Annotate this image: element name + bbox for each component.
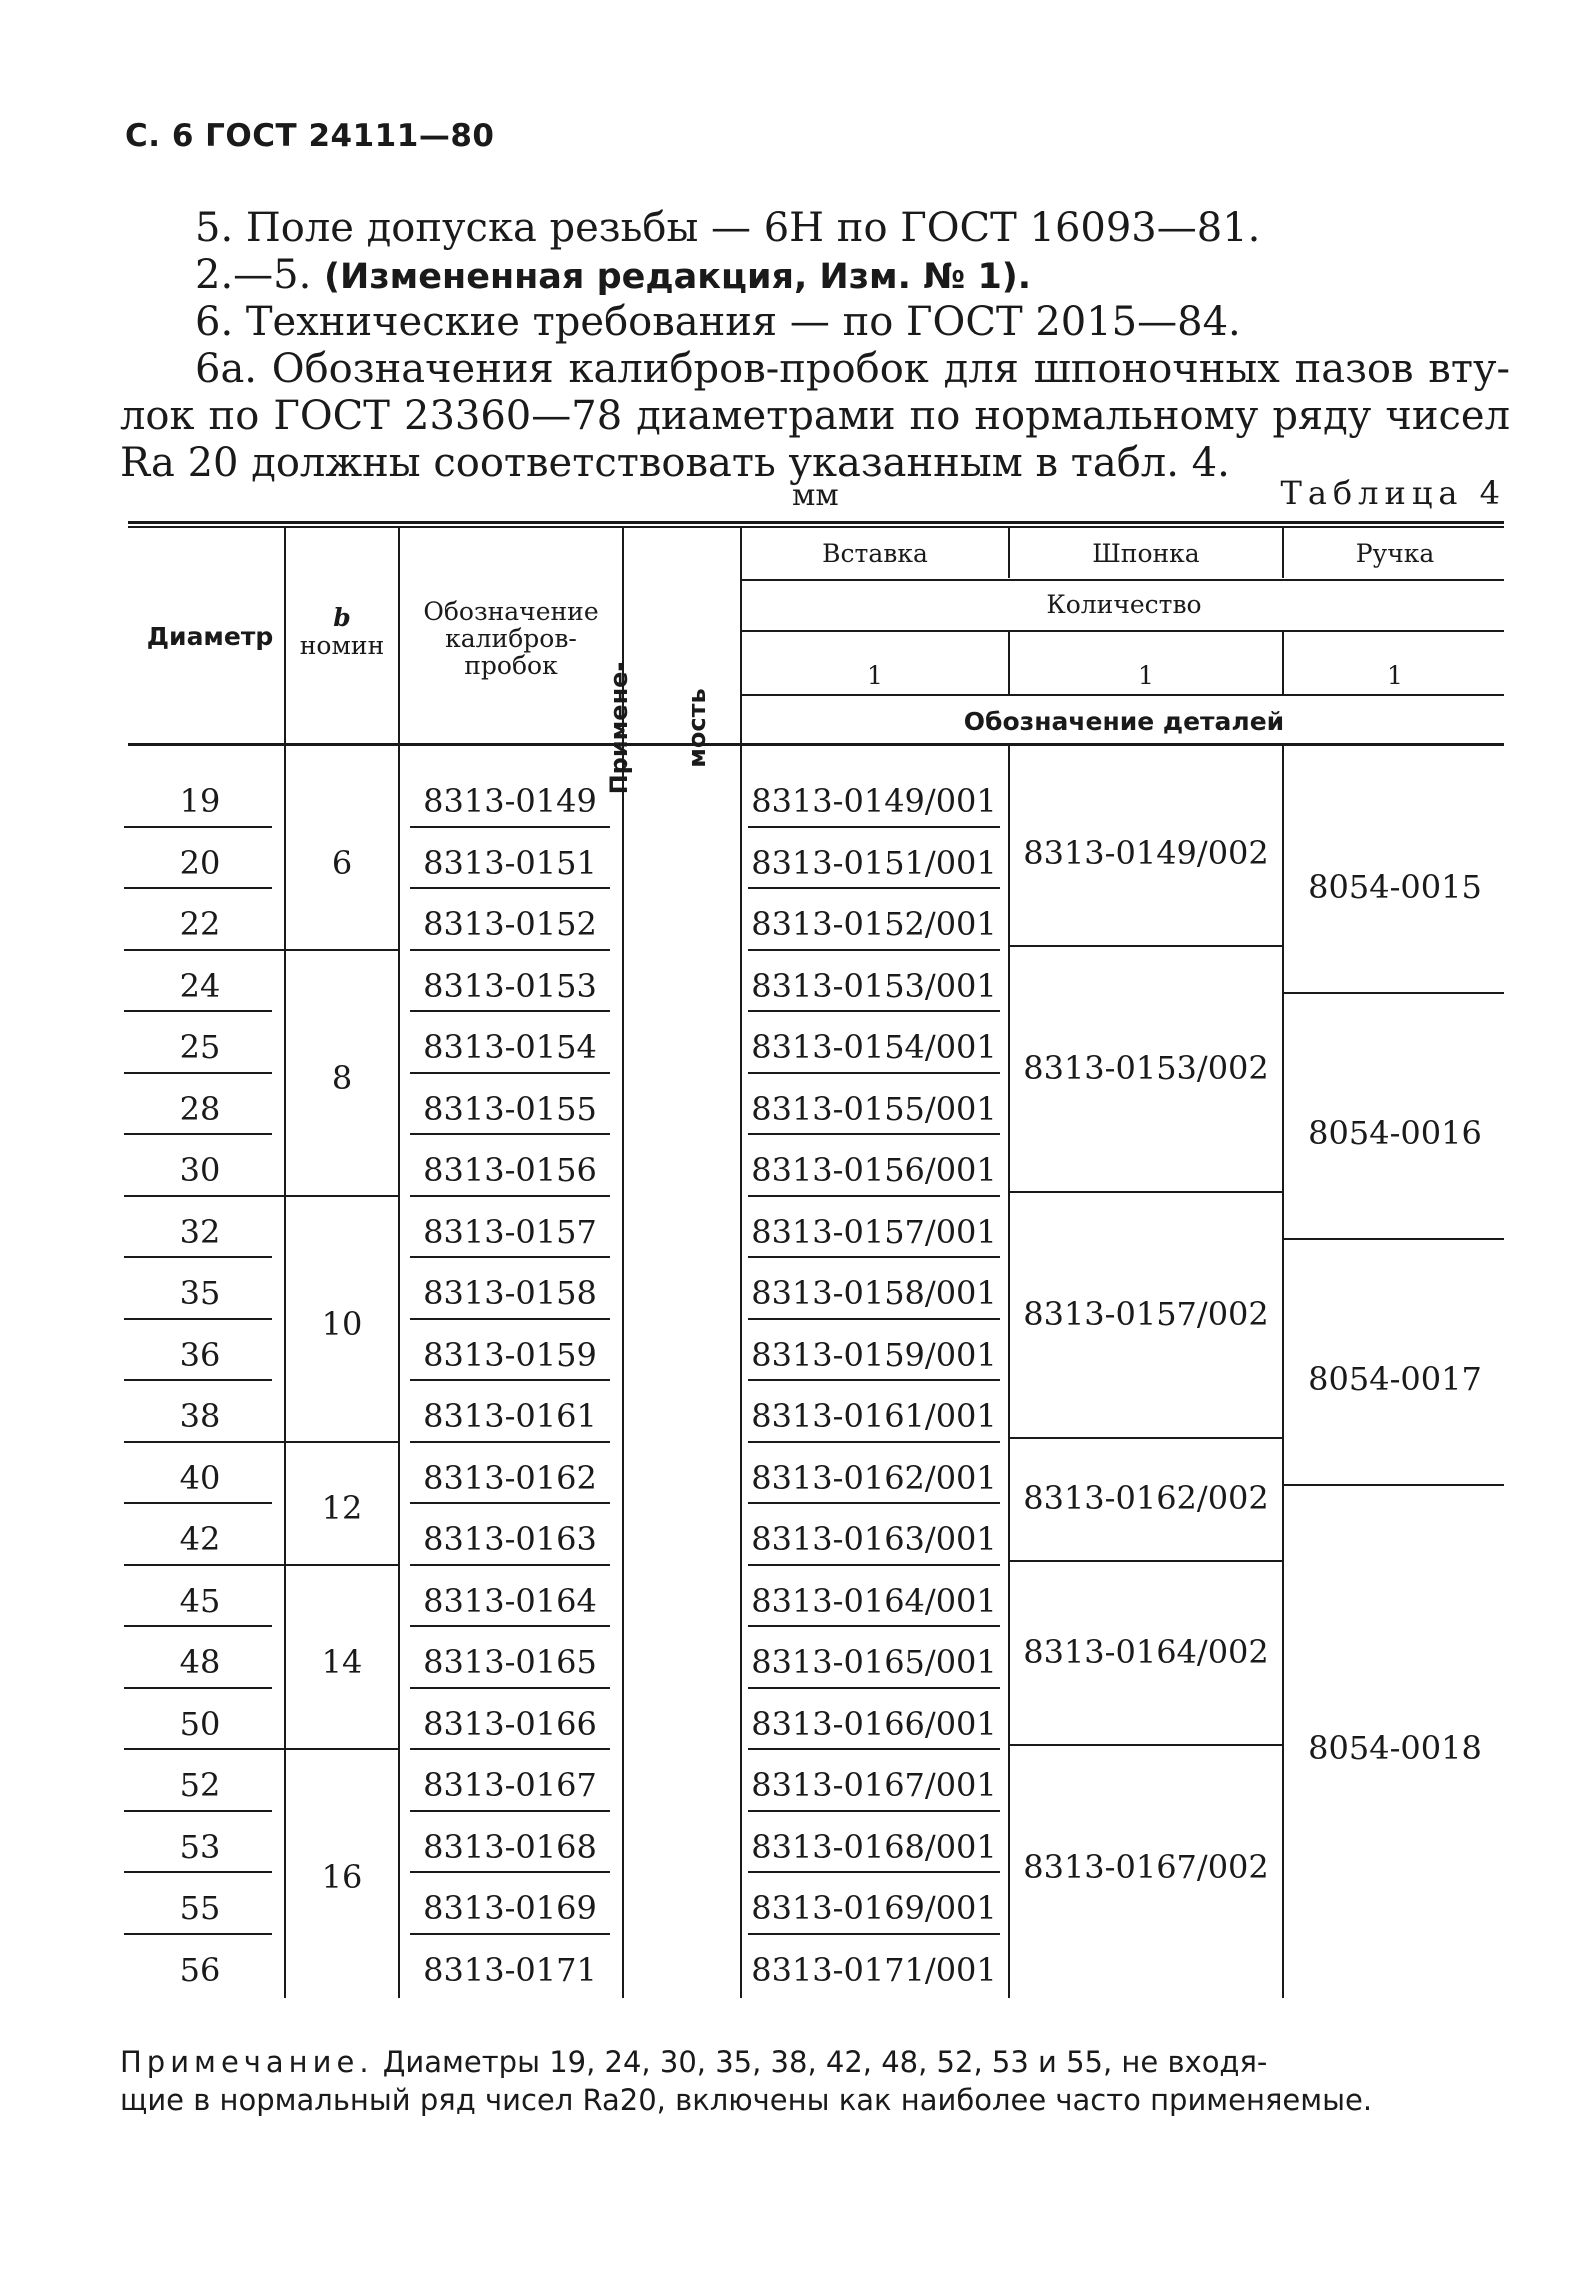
code-cell: 8313-0165 — [423, 1643, 597, 1681]
code-cell: 8313-0166 — [423, 1704, 597, 1743]
insert-cell: 8313-0161/001 — [751, 1397, 997, 1435]
diameter-cell: 30 — [179, 1151, 221, 1189]
group-rule-key — [1010, 1437, 1282, 1439]
row-rule-diameter — [124, 1256, 272, 1258]
group-rule-handle — [1284, 992, 1504, 994]
row-rule-insert — [748, 1072, 1000, 1074]
table-top-rule — [128, 521, 1504, 524]
insert-cell: 8313-0152/001 — [751, 905, 997, 943]
insert-cell: 8313-0171/001 — [751, 1950, 997, 1989]
header-applicability-line-1: Примене- — [605, 661, 633, 795]
row-rule-insert — [748, 1195, 1000, 1197]
amendment-prefix: 2.—5. — [195, 252, 325, 298]
diameter-cell: 20 — [179, 843, 221, 882]
row-rule-insert — [748, 1687, 1000, 1689]
row-rule-diameter — [124, 887, 272, 889]
table-note — [120, 2043, 1520, 2081]
code-cell: 8313-0161 — [423, 1397, 597, 1435]
row-rule-insert — [748, 1810, 1000, 1812]
handle-value-cell: 8054-0017 — [1308, 1360, 1482, 1399]
table-unit: мм — [792, 478, 839, 513]
code-cell: 8313-0159 — [423, 1335, 597, 1374]
header-qty-handle: 1 — [1387, 661, 1403, 690]
table-header-bottom-rule — [128, 743, 1504, 746]
row-rule-insert — [748, 1625, 1000, 1627]
code-cell: 8313-0169 — [423, 1889, 597, 1927]
insert-cell: 8313-0162/001 — [751, 1458, 997, 1497]
row-rule-diameter — [124, 826, 272, 828]
table-note-line-2: щие в нормальный ряд чисел Ra20, включены как наиболее часто применяемые. — [120, 2083, 1373, 2117]
group-rule-key — [1010, 1191, 1282, 1193]
paragraph-5: 5. Поле допуска резьбы — 6Н по ГОСТ 16093—81. — [195, 205, 1261, 251]
code-cell: 8313-0167 — [423, 1766, 597, 1804]
group-rule-handle — [1284, 1238, 1504, 1240]
key-value-cell: 8313-0153/002 — [1023, 1048, 1269, 1087]
b-value-cell: 14 — [321, 1643, 363, 1681]
row-rule-code — [410, 949, 610, 951]
code-cell: 8313-0151 — [423, 843, 597, 882]
diameter-cell: 52 — [179, 1766, 221, 1804]
code-cell: 8313-0152 — [423, 905, 597, 943]
group-rule-b — [124, 1564, 398, 1566]
insert-cell: 8313-0167/001 — [751, 1766, 997, 1804]
diameter-cell: 38 — [179, 1397, 221, 1435]
insert-cell: 8313-0151/001 — [751, 843, 997, 882]
row-rule-diameter — [124, 1810, 272, 1812]
diameter-cell: 50 — [179, 1704, 221, 1743]
paragraph-6: 6. Технические требования — по ГОСТ 2015—84. — [195, 299, 1241, 345]
code-cell: 8313-0153 — [423, 966, 597, 1005]
code-cell: 8313-0149 — [423, 782, 597, 820]
row-rule-code — [410, 1810, 610, 1812]
handle-value-cell: 8054-0015 — [1308, 868, 1482, 907]
code-cell: 8313-0154 — [423, 1028, 597, 1066]
paragraph-6a-line-1: 6а. Обозначения калибров-пробок для шпоночных пазов вту- — [195, 346, 1510, 392]
group-rule-b — [124, 1195, 398, 1197]
row-rule-insert — [748, 1441, 1000, 1443]
row-rule-insert — [748, 1133, 1000, 1135]
vline-handle-h3 — [1282, 632, 1284, 694]
row-rule-insert — [748, 1379, 1000, 1381]
row-rule-code — [410, 1502, 610, 1504]
key-value-cell: 8313-0162/002 — [1023, 1479, 1269, 1518]
code-cell: 8313-0163 — [423, 1520, 597, 1558]
header-qty-key: 1 — [1138, 661, 1154, 690]
group-rule-key — [1010, 945, 1282, 947]
insert-cell: 8313-0149/001 — [751, 782, 997, 820]
page-header: С. 6 ГОСТ 24111—80 — [125, 118, 495, 154]
row-rule-insert — [748, 1933, 1000, 1935]
insert-cell: 8313-0156/001 — [751, 1151, 997, 1189]
group-rule-handle — [1284, 1484, 1504, 1486]
row-rule-code — [410, 1379, 610, 1381]
key-value-cell: 8313-0167/002 — [1023, 1848, 1269, 1887]
insert-cell: 8313-0165/001 — [751, 1643, 997, 1681]
insert-cell: 8313-0159/001 — [751, 1335, 997, 1374]
code-cell: 8313-0157 — [423, 1212, 597, 1251]
diameter-cell: 53 — [179, 1827, 221, 1866]
row-rule-diameter — [124, 1625, 272, 1627]
row-rule-insert — [748, 949, 1000, 951]
insert-cell: 8313-0158/001 — [751, 1274, 997, 1312]
header-b-symbol: b — [333, 603, 351, 632]
header-rule-2 — [740, 630, 1504, 632]
row-rule-code — [410, 826, 610, 828]
group-rule-b — [124, 949, 398, 951]
row-rule-code — [410, 1072, 610, 1074]
note-text: Диаметры 19, 24, 30, 35, 38, 42, 48, 52, 53 и 55, не входя- — [373, 2045, 1268, 2079]
insert-cell: 8313-0164/001 — [751, 1581, 997, 1620]
diameter-cell: 28 — [179, 1089, 221, 1128]
diameter-cell: 32 — [179, 1212, 221, 1251]
code-cell: 8313-0162 — [423, 1458, 597, 1497]
paragraph-6a-line-3: Ra 20 должны соответствовать указанным в табл. 4. — [120, 440, 1230, 486]
header-applicability — [554, 658, 762, 798]
key-value-cell: 8313-0149/002 — [1023, 833, 1269, 872]
handle-value-cell: 8054-0018 — [1308, 1729, 1482, 1768]
row-rule-code — [410, 1564, 610, 1566]
header-b-label: номин — [299, 631, 385, 660]
table-title: Таблица 4 — [1280, 474, 1506, 512]
header-applicability-line-2: мость — [683, 688, 711, 768]
row-rule-code — [410, 1748, 610, 1750]
paragraph-amendment — [195, 252, 1510, 301]
row-rule-code — [410, 1871, 610, 1873]
diameter-cell: 55 — [179, 1889, 221, 1927]
vline-key-h1 — [1008, 528, 1010, 578]
diameter-cell: 40 — [179, 1458, 221, 1497]
row-rule-code — [410, 887, 610, 889]
code-cell: 8313-0155 — [423, 1089, 597, 1128]
row-rule-insert — [748, 1502, 1000, 1504]
header-qty-insert: 1 — [867, 661, 883, 690]
row-rule-insert — [748, 826, 1000, 828]
row-rule-code — [410, 1010, 610, 1012]
header-insert: Вставка — [822, 539, 928, 568]
row-rule-code — [410, 1195, 610, 1197]
row-rule-code — [410, 1318, 610, 1320]
diameter-cell: 56 — [179, 1950, 221, 1989]
insert-cell: 8313-0157/001 — [751, 1212, 997, 1251]
insert-cell: 8313-0163/001 — [751, 1520, 997, 1558]
header-rule-3 — [740, 694, 1504, 696]
row-rule-insert — [748, 1871, 1000, 1873]
diameter-cell: 45 — [179, 1581, 221, 1620]
row-rule-insert — [748, 1318, 1000, 1320]
row-rule-diameter — [124, 1502, 272, 1504]
insert-cell: 8313-0154/001 — [751, 1028, 997, 1066]
row-rule-insert — [748, 887, 1000, 889]
row-rule-insert — [748, 1010, 1000, 1012]
row-rule-diameter — [124, 1933, 272, 1935]
diameter-cell: 22 — [179, 905, 221, 943]
row-rule-code — [410, 1441, 610, 1443]
code-cell: 8313-0158 — [423, 1274, 597, 1312]
vline-b — [284, 528, 286, 1998]
insert-cell: 8313-0155/001 — [751, 1089, 997, 1128]
row-rule-diameter — [124, 1687, 272, 1689]
b-value-cell: 6 — [331, 843, 353, 882]
note-label: Примечание. — [120, 2045, 374, 2079]
header-key: Шпонка — [1092, 539, 1200, 568]
header-designation-line-3: пробок — [464, 651, 558, 680]
row-rule-diameter — [124, 1871, 272, 1873]
handle-value-cell: 8054-0016 — [1308, 1114, 1482, 1153]
diameter-cell: 48 — [179, 1643, 221, 1681]
diameter-cell: 24 — [179, 966, 221, 1005]
row-rule-code — [410, 1133, 610, 1135]
amendment-bold: (Измененная редакция, Изм. № 1). — [324, 257, 1032, 297]
b-value-cell: 16 — [321, 1858, 363, 1897]
row-rule-code — [410, 1687, 610, 1689]
insert-cell: 8313-0153/001 — [751, 966, 997, 1005]
insert-cell: 8313-0166/001 — [751, 1704, 997, 1743]
group-rule-b — [124, 1748, 398, 1750]
insert-cell: 8313-0168/001 — [751, 1827, 997, 1866]
row-rule-code — [410, 1256, 610, 1258]
vline-handle-h1 — [1282, 528, 1284, 578]
row-rule-diameter — [124, 1072, 272, 1074]
row-rule-insert — [748, 1564, 1000, 1566]
header-designation-line-1: Обозначение — [423, 597, 599, 626]
vline-code — [398, 528, 400, 1998]
diameter-cell: 35 — [179, 1274, 221, 1312]
row-rule-insert — [748, 1748, 1000, 1750]
header-handle: Ручка — [1355, 539, 1435, 568]
row-rule-diameter — [124, 1133, 272, 1135]
b-value-cell: 10 — [321, 1304, 363, 1343]
code-cell: 8313-0168 — [423, 1827, 597, 1866]
code-cell: 8313-0171 — [423, 1950, 597, 1989]
header-quantity: Количество — [1046, 590, 1202, 619]
row-rule-diameter — [124, 1010, 272, 1012]
diameter-cell: 42 — [179, 1520, 221, 1558]
row-rule-code — [410, 1625, 610, 1627]
code-cell: 8313-0156 — [423, 1151, 597, 1189]
header-designation-line-2: калибров- — [445, 624, 577, 653]
paragraph-6a-line-2: лок по ГОСТ 23360—78 диаметрами по нормальному ряду чисел — [120, 393, 1510, 439]
row-rule-diameter — [124, 1379, 272, 1381]
table-top-rule-2 — [128, 526, 1504, 528]
code-cell: 8313-0164 — [423, 1581, 597, 1620]
diameter-cell: 25 — [179, 1028, 221, 1066]
b-value-cell: 8 — [331, 1058, 353, 1097]
vline-handle — [1282, 746, 1284, 1998]
b-value-cell: 12 — [321, 1489, 363, 1528]
vline-key — [1008, 746, 1010, 1998]
header-diameter: Диаметр — [146, 622, 274, 651]
diameter-cell: 19 — [179, 782, 221, 820]
key-value-cell: 8313-0164/002 — [1023, 1633, 1269, 1671]
header-rule-1 — [740, 579, 1504, 581]
vline-key-h3 — [1008, 632, 1010, 694]
insert-cell: 8313-0169/001 — [751, 1889, 997, 1927]
group-rule-b — [124, 1441, 398, 1443]
header-parts-designation: Обозначение деталей — [963, 707, 1285, 736]
row-rule-code — [410, 1933, 610, 1935]
group-rule-key — [1010, 1560, 1282, 1562]
diameter-cell: 36 — [179, 1335, 221, 1374]
row-rule-diameter — [124, 1318, 272, 1320]
key-value-cell: 8313-0157/002 — [1023, 1294, 1269, 1333]
group-rule-key — [1010, 1744, 1282, 1746]
row-rule-insert — [748, 1256, 1000, 1258]
